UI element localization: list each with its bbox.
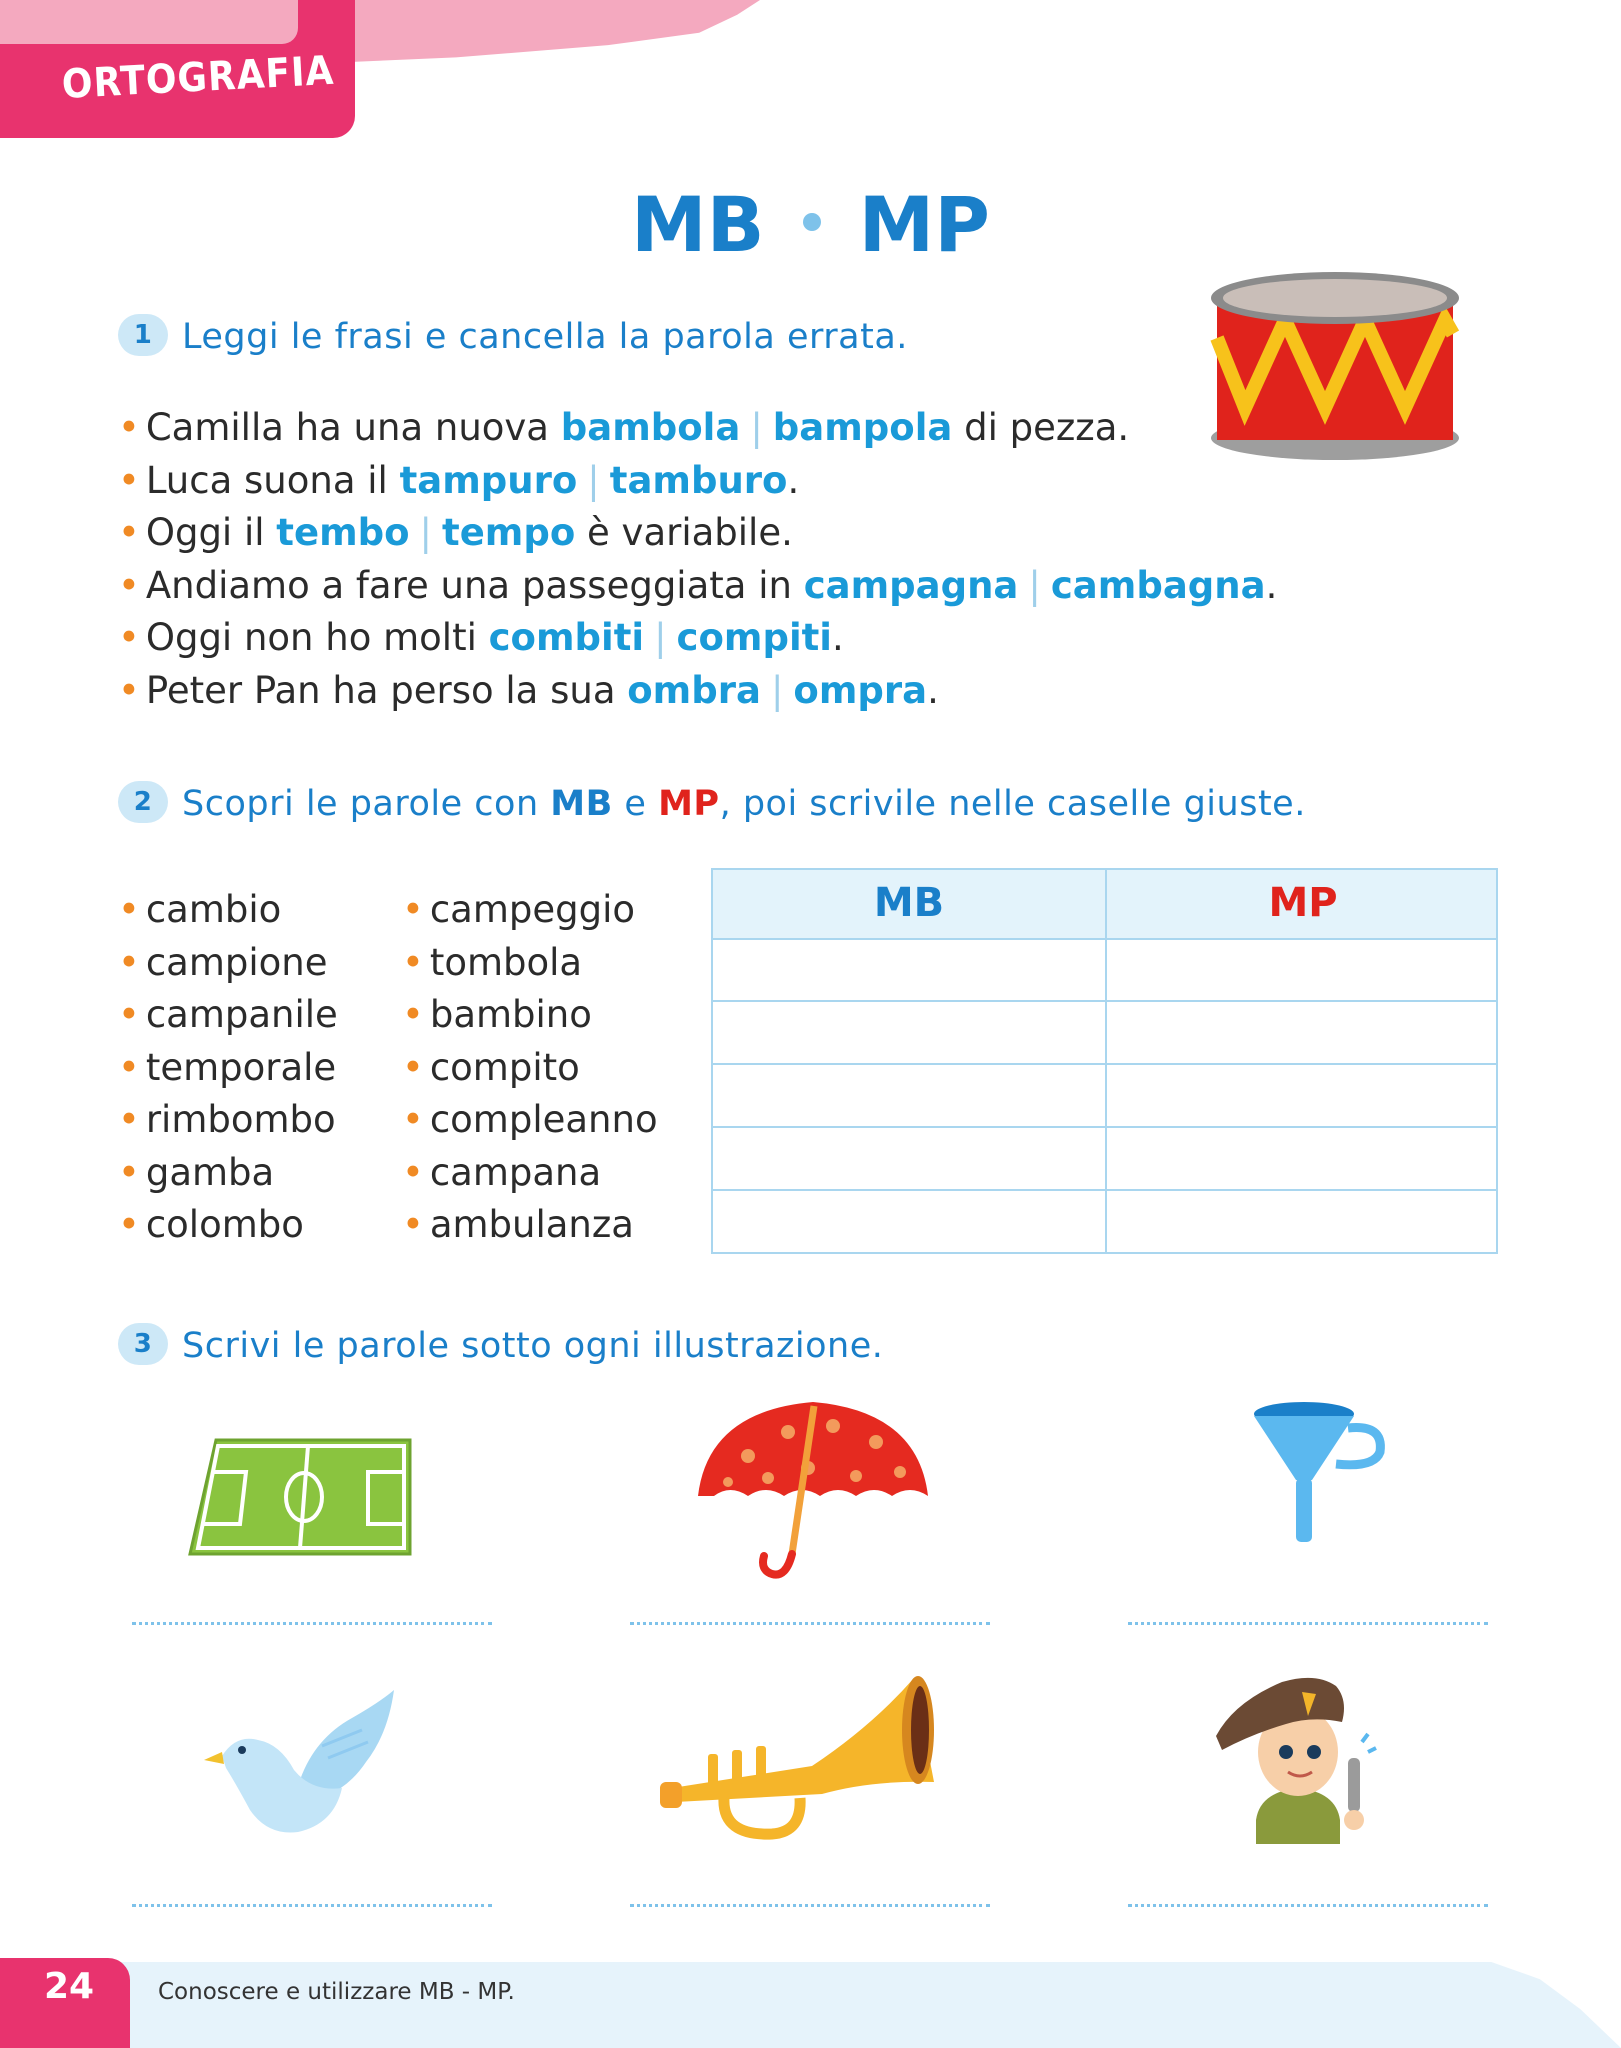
answer-line[interactable] — [132, 1622, 492, 1625]
sentence-text: Camilla ha una nuova — [145, 406, 561, 449]
word-option[interactable]: compiti — [676, 616, 832, 659]
word-option[interactable]: ombra — [627, 668, 761, 712]
bullet-icon: • — [402, 940, 424, 984]
word-text: rimbombo — [145, 1098, 336, 1141]
exercise3-heading — [118, 1326, 883, 1368]
table-row-divider — [713, 1063, 1496, 1065]
word-option[interactable]: tempo — [442, 511, 576, 554]
dove-icon — [202, 1684, 402, 1842]
bullet-icon: • — [118, 511, 140, 554]
separator: | — [770, 668, 784, 712]
word-text: tombola — [429, 940, 583, 984]
word-list-col1 — [118, 884, 338, 1252]
table-row-divider — [713, 1000, 1496, 1002]
trumpet-icon — [652, 1670, 942, 1846]
word-item — [402, 1147, 658, 1200]
funnel-icon — [1244, 1402, 1388, 1554]
word-text: bambino — [429, 993, 592, 1036]
word-item — [118, 937, 338, 990]
section-label: ORTOGRAFIA — [60, 47, 336, 108]
exercise1-instruction: Leggi le frasi e cancella la parola errata. — [182, 317, 908, 357]
word-text: compito — [429, 1045, 580, 1089]
word-item — [402, 1094, 658, 1147]
bullet-icon: • — [118, 1203, 140, 1246]
exercise2-instruction-before: Scopri le parole con — [182, 784, 551, 824]
exercise2-instruction-after: , poi scrivile nelle caselle giuste. — [719, 784, 1306, 824]
bullet-icon: • — [118, 993, 140, 1036]
word-item — [402, 937, 658, 990]
table-header-mb: MB — [873, 880, 945, 926]
word-option[interactable]: campagna — [803, 563, 1019, 607]
word-option[interactable]: combiti — [488, 616, 645, 659]
exercise2-mp: MP — [658, 784, 720, 824]
word-option[interactable]: tamburo — [609, 458, 788, 502]
exercise2-heading — [118, 784, 1306, 826]
word-text: gamba — [145, 1150, 275, 1194]
word-item — [118, 1199, 338, 1252]
firefighter-boy-icon — [1212, 1672, 1384, 1844]
bullet-icon: • — [118, 940, 140, 984]
word-item — [402, 884, 658, 937]
table-row-divider — [713, 1189, 1496, 1191]
bullet-icon: • — [118, 563, 140, 607]
page-title — [0, 180, 1621, 269]
word-text: compleanno — [429, 1098, 658, 1141]
bullet-icon: • — [118, 668, 140, 712]
exercise3-number: 3 — [118, 1323, 168, 1365]
sorting-table — [711, 868, 1498, 1254]
sentence-text: . — [787, 458, 800, 502]
word-option[interactable]: bampola — [772, 406, 953, 449]
word-text: colombo — [145, 1203, 304, 1246]
sentence-text: Oggi il — [145, 511, 277, 554]
sentence-text: Andiamo a fare una passeggiata in — [145, 563, 804, 607]
exercise2-instruction-mid: e — [612, 784, 659, 824]
word-item — [118, 884, 338, 937]
word-list-col2 — [402, 884, 658, 1252]
bullet-icon: • — [402, 993, 424, 1036]
exercise1-heading — [118, 317, 908, 359]
title-mp: MP — [858, 180, 990, 269]
word-text: cambio — [145, 888, 282, 931]
sentence-item — [118, 455, 1277, 508]
word-item — [118, 1042, 338, 1095]
separator: | — [587, 458, 600, 502]
footer-text: Conoscere e utilizzare MB - MP. — [158, 1979, 515, 2005]
sentence-text: . — [832, 616, 844, 659]
sentence-item — [118, 560, 1277, 613]
sentence-text: è variabile. — [575, 511, 793, 554]
page-number: 24 — [44, 1966, 95, 2007]
sentence-text: Luca suona il — [145, 458, 400, 502]
exercise2-mb: MB — [550, 784, 613, 824]
separator: | — [1028, 563, 1041, 607]
word-item — [402, 1042, 658, 1095]
word-text: temporale — [145, 1045, 337, 1089]
exercise3-instruction: Scrivi le parole sotto ogni illustrazione. — [182, 1326, 884, 1366]
bullet-icon: • — [118, 1150, 140, 1194]
sentence-text: di pezza. — [952, 406, 1130, 449]
separator: | — [419, 511, 433, 554]
bullet-icon: • — [402, 1203, 424, 1246]
table-column-divider — [1105, 870, 1107, 1252]
word-item — [402, 1199, 658, 1252]
bullet-icon: • — [118, 888, 140, 931]
sentence-item — [118, 612, 1277, 665]
bullet-icon: • — [118, 1045, 140, 1089]
word-text: campeggio — [429, 888, 636, 931]
sentence-text: Oggi non ho molti — [145, 616, 489, 659]
footer-band — [0, 1962, 1621, 2048]
table-row-divider — [713, 1126, 1496, 1128]
sentence-item — [118, 402, 1277, 455]
answer-line[interactable] — [132, 1904, 492, 1907]
answer-line[interactable] — [1128, 1622, 1488, 1625]
title-mb: MB — [631, 180, 765, 269]
word-option[interactable]: tembo — [276, 511, 410, 554]
sentence-text: Peter Pan ha perso la sua — [145, 668, 628, 712]
sentence-text: . — [1265, 563, 1278, 607]
bullet-icon: • — [118, 406, 140, 449]
word-option[interactable]: cambagna — [1050, 563, 1266, 607]
word-item — [118, 1147, 338, 1200]
bullet-icon: • — [402, 1150, 424, 1194]
title-dot — [803, 213, 821, 231]
umbrella-icon — [688, 1396, 938, 1582]
bullet-icon: • — [118, 1098, 140, 1141]
word-item — [402, 989, 658, 1042]
answer-line[interactable] — [630, 1622, 990, 1625]
word-option[interactable]: bambola — [560, 406, 741, 449]
section-tab-highlight — [0, 0, 298, 44]
word-item — [118, 989, 338, 1042]
exercise1-sentences — [118, 402, 1277, 717]
bullet-icon: • — [118, 616, 140, 659]
football-field-icon — [188, 1436, 420, 1558]
word-text: campanile — [145, 993, 338, 1036]
answer-line[interactable] — [630, 1904, 990, 1907]
word-item — [118, 1094, 338, 1147]
table-header-mp: MP — [1268, 880, 1338, 926]
separator: | — [750, 406, 763, 449]
exercise1-number: 1 — [118, 314, 168, 356]
bullet-icon: • — [402, 1098, 424, 1141]
bullet-icon: • — [402, 888, 424, 931]
answer-line[interactable] — [1128, 1904, 1488, 1907]
word-option[interactable]: ompra — [793, 668, 928, 712]
sentence-item — [118, 665, 1277, 718]
exercise2-number: 2 — [118, 781, 168, 823]
word-text: ambulanza — [429, 1203, 634, 1246]
word-option[interactable]: tampuro — [399, 458, 578, 502]
separator: | — [654, 616, 667, 659]
sentence-item — [118, 507, 1277, 560]
sentence-text: . — [927, 668, 939, 712]
bullet-icon: • — [118, 458, 140, 502]
word-text: campione — [145, 940, 328, 984]
word-text: campana — [429, 1150, 602, 1194]
bullet-icon: • — [402, 1045, 424, 1089]
